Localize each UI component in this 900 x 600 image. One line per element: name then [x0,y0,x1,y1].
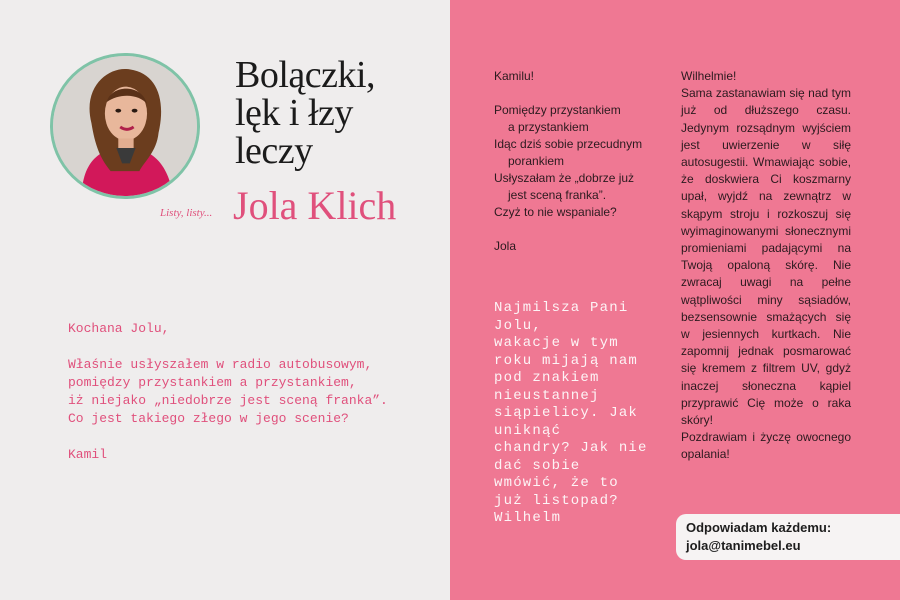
reply-to-kamil [494,68,669,255]
letter-signature: Wilhelm [494,510,562,526]
poem-line: a przystankiem [508,120,589,134]
letter-line: Właśnie usłyszałem w radio autobusowym, [68,357,373,372]
letter-line: Jolu, [494,317,543,334]
letter-line: dać sobie [494,457,581,474]
poem-line: Idąc dziś sobie przecudnym [494,137,643,151]
tagline: Listy, listy... [160,207,213,219]
portrait-illustration [53,56,197,196]
letter-greeting: Kochana Jolu, [68,321,170,336]
reply-greeting: Kamilu! [494,69,535,83]
letter-line: już listopad? [494,492,619,509]
poem-line: Usłyszałam że „dobrze już [494,171,635,185]
letter-line: wmówić, że to [494,475,619,491]
reply-signature: Jola [494,239,517,253]
headline-line: leczy [235,130,313,172]
poem-line: porankiem [508,154,565,168]
letter-signature: Kamil [68,447,108,462]
contact-email[interactable]: jola@tanimebel.eu [686,538,801,553]
letter-from-wilhelm [494,300,664,528]
letter-line: wakacje w tym [494,335,619,351]
reply-body: Sama zastanawiam się nad tym już od dłuższego czasu. Jedynym rozsądnym wyjściem jest uwierzenie w siłę autosugestii. Wmawiając sobie, że doskwiera Ci koszmarny upał, wyjdź na zewnątrz w skąpym stroju i rozkoszuj się wyimaginowanymi słonecznymi promieniami padającymi na Twoją opaloną skórę. Nie zwracaj uwagi na pełne wątpliwości miny sąsiadów, bezsensownie smażących się w jesiennych kurtkach. Nie zapomnij jednak posmarować się kremem z filtrem UV, gdyż inaczej słoneczna kąpiel przyprawić Cię może o raka skóry! [681,86,851,428]
letter-line: uniknąć [494,422,562,439]
reply-to-wilhelm [681,68,851,464]
reply-closing: Pozdrawiam i życzę owocnego opalania! [681,430,851,462]
contact-box [676,514,900,560]
letter-from-kamil [68,320,428,464]
headline [235,56,445,170]
letter-line: chandry? Jak nie [494,440,648,456]
letter-line: pomiędzy przystankiem a przystankiem, [68,375,357,390]
letter-line: Najmilsza Pani [494,300,629,316]
reply-greeting: Wilhelmie! [681,69,737,83]
letter-line: nieustannej [494,387,600,404]
letter-line: roku mijają nam [494,352,639,369]
poem-line: jest sceną franka”. [508,188,607,202]
poem-line: Czyż to nie wspaniale? [494,205,617,219]
letter-line: iż niejako „niedobrze jest sceną franka”. [68,393,388,408]
headline-line: lęk i łzy [235,92,353,134]
headline-line: Bolączki, [235,54,376,96]
author-portrait [50,53,200,199]
contact-label: Odpowiadam każdemu: [686,520,832,535]
author-name: Jola Klich [233,183,397,228]
letter-line: siąpielicy. Jak [494,405,639,421]
letter-line: Co jest takiego złego w jego scenie? [68,411,349,426]
poem-line: Pomiędzy przystankiem [494,103,621,117]
letter-line: pod znakiem [494,370,600,386]
